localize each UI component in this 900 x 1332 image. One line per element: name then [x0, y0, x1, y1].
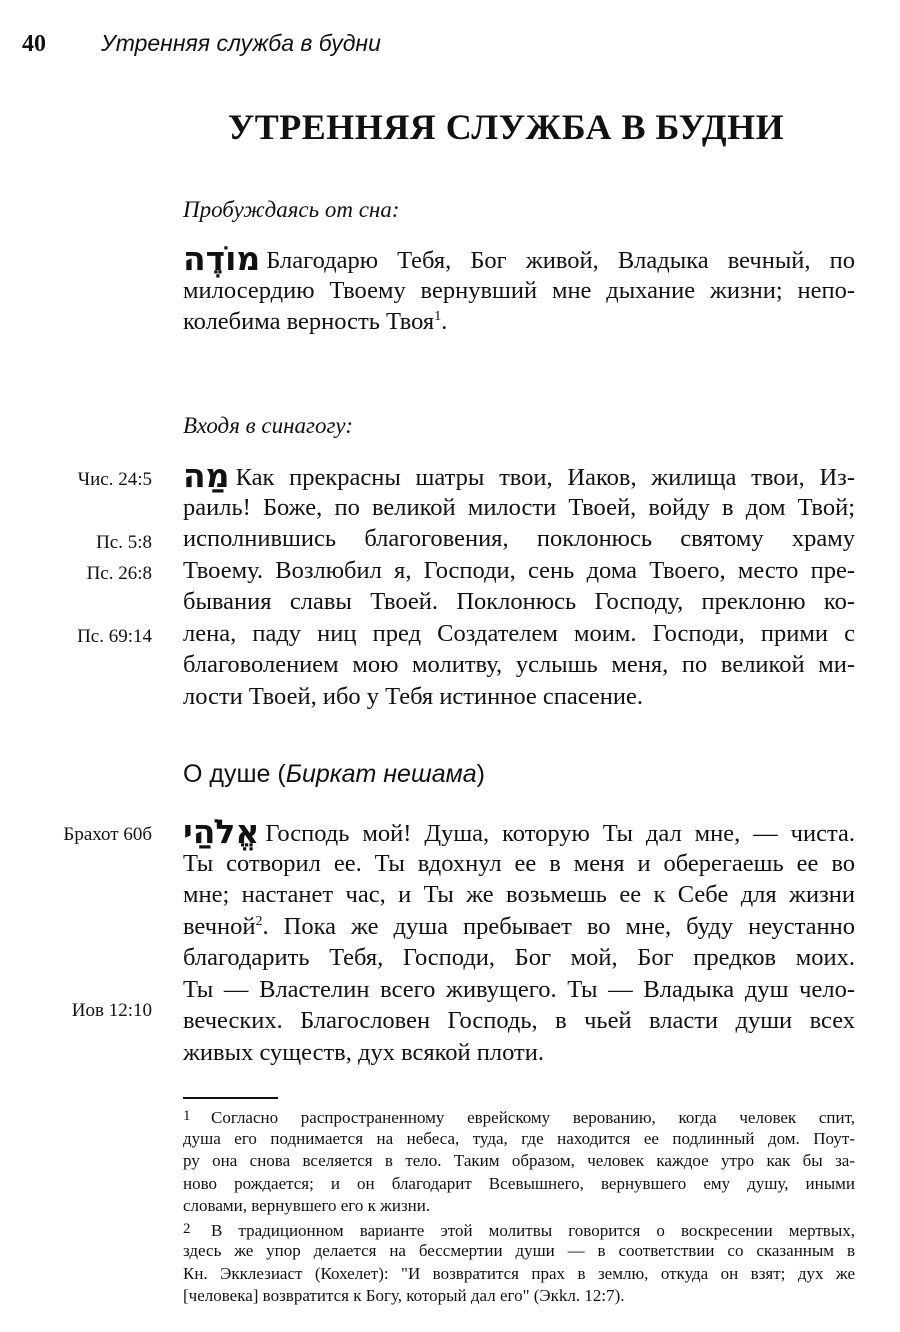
prayer-line: лена, паду ниц пред Создателем моим. Господи, прими с: [183, 619, 855, 647]
instruction-synagogue: Входя в синагогу:: [183, 413, 353, 438]
footnote-line: В традиционном варианте этой молитвы говорится о воскресении мертвых,: [211, 1220, 855, 1240]
running-head-title: Утренняя служба в будни: [101, 30, 381, 56]
prayer-line: благодарить Тебя, Господи, Бог мой, Бог предков моих.: [183, 944, 855, 971]
prayer-line: Ты — Властелин всего живущего. Ты — Владыка душ чело-: [183, 975, 855, 1003]
prayer-modeh: [183, 239, 855, 338]
footnote-rule: [183, 1097, 278, 1099]
prayer-line: бывания славы Твоей. Поклонюсь Господу, преклоню ко-: [183, 588, 855, 615]
margin-reference: Пс. 5:8: [96, 532, 152, 553]
page-title: УТРЕННЯЯ СЛУЖБА В БУДНИ: [227, 107, 785, 147]
prayer-line: исполнившись благоговения, поклонюсь святому храму: [183, 525, 855, 552]
prayer-line: лости Твоей, ибо у Тебя истинное спасение.: [183, 682, 644, 710]
prayer-line: колебима верность Твоя: [183, 308, 435, 335]
section-heading: [183, 760, 485, 789]
margin-reference: Чис. 24:5: [77, 469, 152, 490]
page-number: 40: [22, 31, 46, 57]
instruction-waking: Пробуждаясь от сна:: [183, 197, 400, 222]
margin-reference: Брахот 60б: [63, 824, 152, 845]
prayer-elohai: [183, 812, 855, 1068]
footnote-marker: 1: [434, 308, 442, 324]
prayer-line: вечной: [183, 912, 256, 940]
prayer-line: Как прекрасны шатры твои, Иаков, жилища твои, Из-: [235, 464, 855, 491]
prayer-ma-tovu: [183, 456, 855, 712]
heading-text-close: ): [476, 760, 485, 788]
hebrew-word-ma: מַה: [183, 456, 230, 495]
footnote-line: словами, вернувшего его к жизни.: [183, 1196, 431, 1215]
footnote-1: [183, 1105, 855, 1218]
footnote-line: [человека] возвратится к Богу, который дал его" (Экkл. 12:7).: [183, 1286, 625, 1305]
footnote-line: душа его поднимается на небеса, туда, где находится ее подлинный дом. Поут-: [183, 1128, 855, 1148]
heading-text: О душе (: [183, 760, 286, 788]
margin-reference: Иов 12:10: [71, 1000, 152, 1021]
footnote-line: Кн. Экклезиаст (Кохелет): "И возвратится прах в землю, откуда он взят; дух же: [183, 1263, 855, 1283]
footnote-2: [183, 1218, 855, 1308]
prayer-line: . Пока же душа пребывает во мне, буду неустанно: [262, 912, 855, 940]
margin-reference: Пс. 26:8: [86, 563, 152, 584]
running-head: [22, 30, 381, 58]
footnotes: [183, 1105, 855, 1308]
footnote-line: Согласно распространенному еврейскому верованию, когда человек спит,: [211, 1108, 855, 1127]
footnote-number: 2: [183, 1220, 191, 1237]
footnote-line: ру она снова вселяется в тело. Таким образом, человек каждое утро как бы за-: [183, 1151, 855, 1170]
hebrew-word-modeh: מוֹדֶה: [183, 239, 261, 278]
footnote-number: 1: [183, 1108, 191, 1124]
footnote-marker: 2: [255, 913, 263, 929]
prayer-line: Господь мой! Душа, которую Ты дал мне, — чиста.: [265, 820, 855, 847]
prayer-line: Ты сотворил ее. Ты вдохнул ее в меня и оберегаешь ее во: [183, 849, 855, 877]
prayer-line: Благодарю Тебя, Бог живой, Владыка вечный, по: [266, 247, 855, 274]
hebrew-word-elohai: אֱלֹהַי: [183, 812, 260, 851]
prayer-line: мне; настанет час, и Ты же возьмешь ее к Себе для жизни: [183, 881, 855, 908]
margin-reference: Пс. 69:14: [77, 626, 152, 647]
prayer-line: милосердию Твоему вернувший мне дыхание жизни; непо-: [183, 276, 855, 304]
footnote-line: ново рождается; и он благодарит Всевышнего, вернувшего ему душу, иными: [183, 1173, 855, 1193]
prayer-line: веческих. Благословен Господь, в чьей власти души всех: [183, 1007, 855, 1034]
prayer-line: живых существ, дух всякой плоти.: [183, 1038, 545, 1066]
prayer-line: благоволением мою молитву, услышь меня, по великой ми-: [183, 651, 855, 678]
heading-italic-text: Биркат нешама: [285, 760, 477, 788]
prayer-line: Твоему. Возлюбил я, Господи, сень дома Твоего, место пре-: [183, 556, 855, 584]
footnote-line: здесь же упор делается на бессмертии души — в соответствии со сказанным в: [183, 1241, 855, 1260]
prayer-line-end: .: [441, 308, 448, 335]
prayer-line: раиль! Боже, по великой милости Твоей, войду в дом Твой;: [183, 493, 855, 521]
